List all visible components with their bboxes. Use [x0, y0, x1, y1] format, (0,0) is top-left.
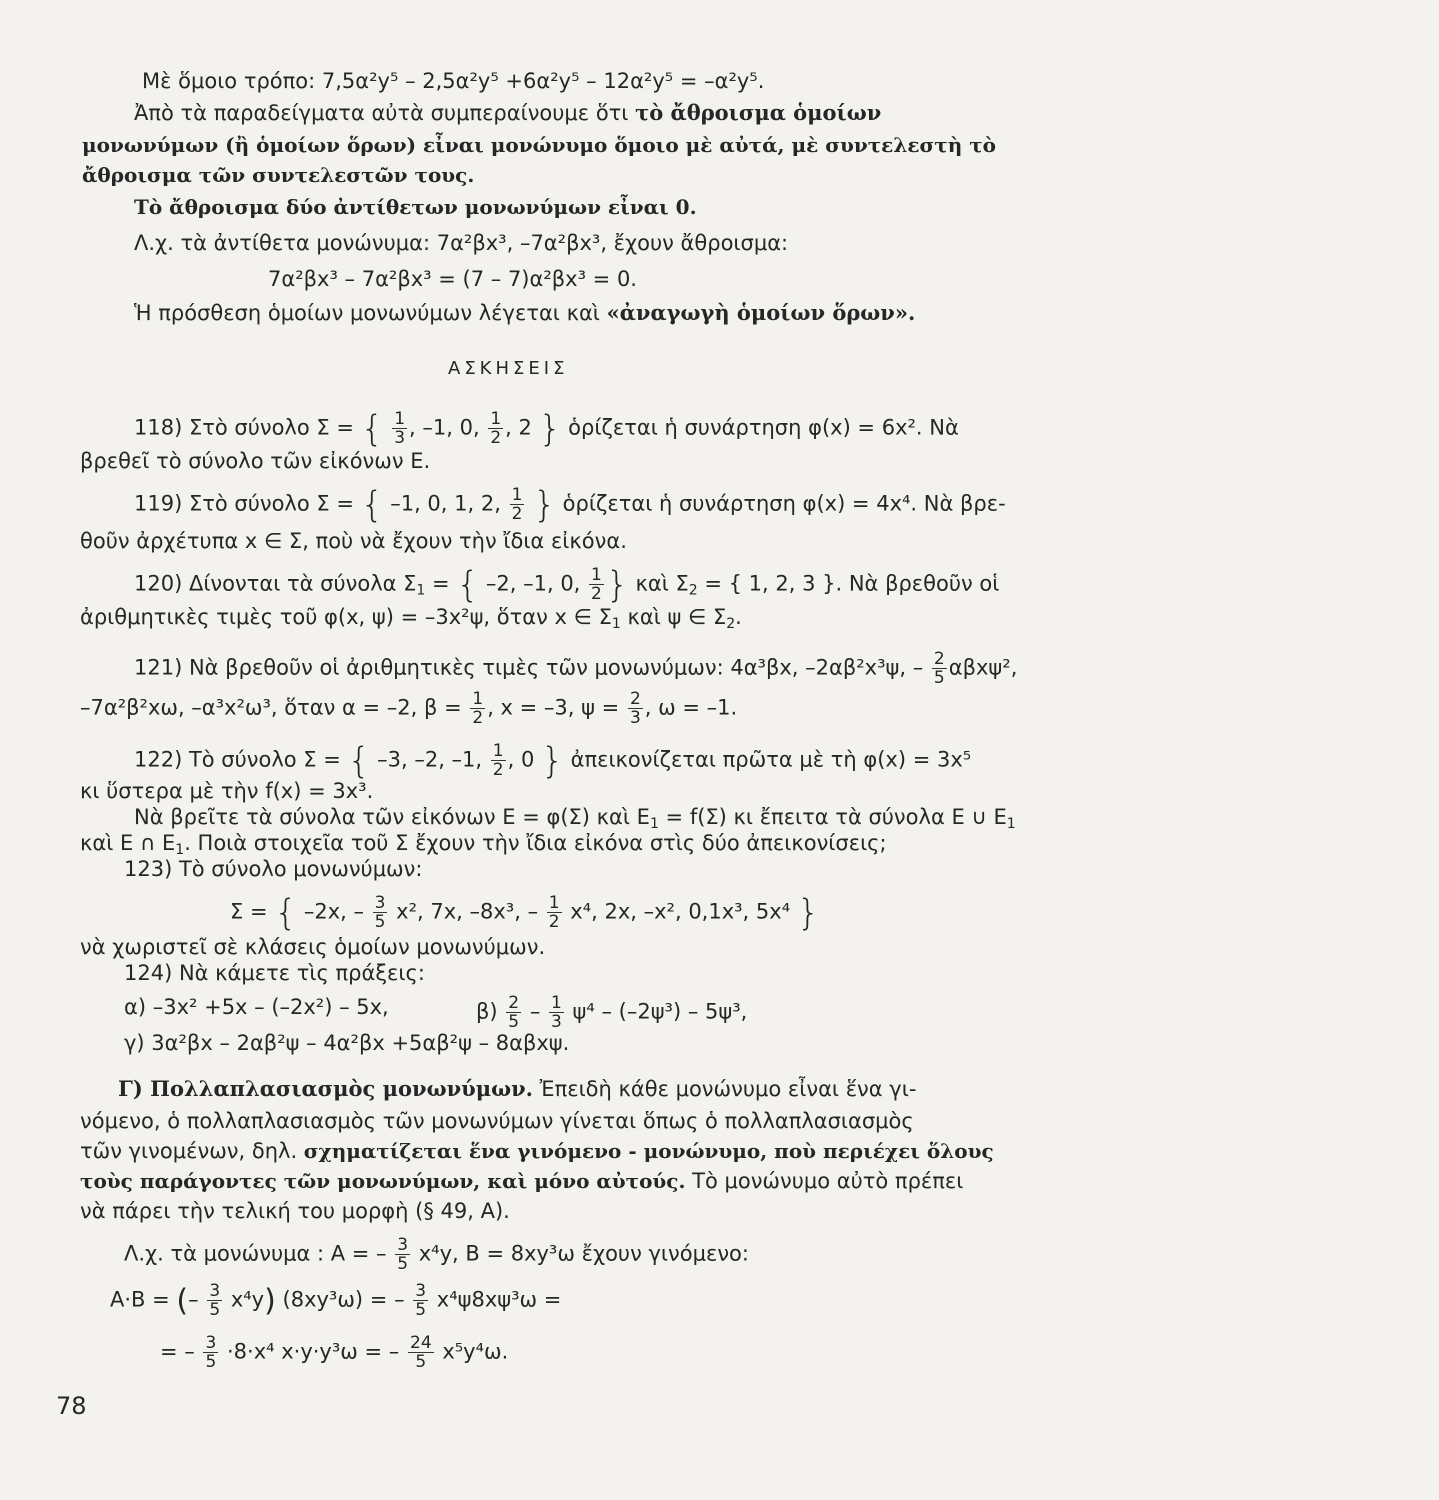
fraction: $\frac{2}{5}$	[508, 993, 520, 1032]
fraction: $\frac{1}{3}$	[551, 993, 562, 1032]
section-g-line-5: νὰ πάρει τὴν τελική του μορφὴ (§ 49, Α).	[80, 1199, 510, 1223]
fraction: $\frac{1}{2}$	[472, 689, 484, 728]
fraction: $\frac{3}{5}$	[397, 1235, 409, 1274]
exercise-121: 121) Νὰ βρεθοῦν οἱ ἀριθμητικὲς τιμὲς τῶν μονωνύμων: 4α³βx, –2αβ²x³ψ, – $\frac{2}{5}$ αβxψ²,	[134, 649, 1018, 688]
text-line-7: 7α²βx³ – 7α²βx³ = (7 – 7)α²βx³ = 0.	[268, 267, 637, 291]
text-line-6: Λ.χ. τὰ ἀντίθετα μονώνυμα: 7α²βx³, –7α²βx³, ἔχουν ἄθροισμα:	[134, 231, 789, 255]
exercise-119: 119) Στὸ σύνολο Σ = { –1, 0, 1, 2, $\frac{1}{2}$ } ὁρίζεται ἡ συνάρτηση φ(x) = 4x⁴. Νὰ βρε-	[134, 484, 1006, 526]
fraction: $\frac{1}{2}$	[511, 485, 523, 524]
text-line-3: μονωνύμων (ἢ ὁμοίων ὅρων) εἶναι μονώνυμο ὅμοιο μὲ αὐτά, μὲ συντελεστὴ τὸ	[82, 133, 997, 157]
section-g-line-2: νόμενο, ὁ πολλαπλασιασμὸς τῶν μονωνύμων γίνεται ὅπως ὁ πολλαπλασιασμὸς	[80, 1109, 914, 1133]
fraction: $\frac{1}{2}$	[591, 565, 602, 604]
exercise-121-cont: –7α²β²xω, –α³x²ω³, ὅταν α = –2, β = $\frac{1}{2}$ , x = –3, ψ = $\frac{2}{3}$ , ω = –1.	[80, 689, 738, 728]
exercise-122-cont-2: Νὰ βρεῖτε τὰ σύνολα τῶν εἰκόνων Ε = φ(Σ) καὶ $E_1 = f(\Sigma)$ κι ἔπειτα τὰ σύνολα Ε ∪ $E_1$	[134, 805, 1016, 832]
exercise-120-cont: ἀριθμητικὲς τιμὲς τοῦ φ(x, ψ) = –3x²ψ, ὅταν x ∈ $\Sigma_1$ καὶ ψ ∈ $\Sigma_2$.	[80, 605, 742, 632]
fraction: $\frac{3}{5}$	[415, 1281, 427, 1320]
text-line-4: ἄθροισμα τῶν συντελεστῶν τους.	[82, 163, 475, 187]
fraction: $\frac{2}{3}$	[629, 689, 641, 728]
exercise-123-set: Σ = { –2x, – $\frac{3}{5}$ x², 7x, –8x³, – $\frac{1}{2}$ x⁴, 2x, –x², 0,1x³, 5x⁴ }	[230, 892, 820, 934]
exercise-122: 122) Τὸ σύνολο Σ = { –3, –2, –1, $\frac{1}{2}$ , 0 } ἀπεικονίζεται πρῶτα μὲ τὴ φ(x) = 3x⁵	[134, 740, 972, 782]
exercise-123: 123) Τὸ σύνολο μονωνύμων:	[124, 857, 423, 881]
fraction: $\frac{1}{2}$	[548, 893, 560, 932]
text-line-2: Ἀπὸ τὰ παραδείγματα αὐτὰ συμπεραίνουμε ὅτι τὸ ἄθροισμα ὁμοίων	[134, 100, 882, 125]
exercise-123-cont: νὰ χωριστεῖ σὲ κλάσεις ὁμοίων μονωνύμων.	[80, 935, 546, 959]
page-number: 78	[56, 1392, 87, 1420]
text-line-5: Τὸ ἄθροισμα δύο ἀντίθετων μονωνύμων εἶναι 0.	[134, 195, 697, 219]
exercise-124-a: α) –3x² +5x – (–2x²) – 5x,	[124, 995, 389, 1019]
exercise-119-cont: θοῦν ἀρχέτυπα x ∈ Σ, ποὺ νὰ ἔχουν τὴν ἴδια εἰκόνα.	[80, 529, 627, 553]
fraction: $\frac{1}{2}$	[492, 741, 504, 780]
exercise-118: 118) Στὸ σύνολο Σ = { $\frac{1}{3}$ , –1, 0, $\frac{1}{2}$ , 2 } ὁρίζεται ἡ συνάρτηση φ(x) = 6x². Νὰ	[134, 408, 959, 450]
text-line-8: Ἡ πρόσθεση ὁμοίων μονωνύμων λέγεται καὶ «ἀναγωγὴ ὁμοίων ὅρων».	[134, 300, 916, 325]
exercise-122-cont-1: κι ὕστερα μὲ τὴν f(x) = 3x³.	[80, 779, 374, 803]
example-line-2: A·B = (– $\frac{3}{5}$ x⁴y) (8xy³ω) = – $\frac{3}{5}$ x⁴ψ8xψ³ω =	[110, 1281, 562, 1320]
example-line-1: Λ.χ. τὰ μονώνυμα : Α = – $\frac{3}{5}$ x⁴y, B = 8xy³ω ἔχουν γινόμενο:	[124, 1235, 749, 1274]
fraction: $\frac{24}{5}$	[410, 1333, 432, 1372]
exercise-120: 120) Δίνονται τὰ σύνολα $\Sigma_1$ = { –2, –1, 0, $\frac{1}{2}$ } καὶ $\Sigma_2$ = { 1, 2, 3 }. Νὰ βρεθοῦν οἱ	[134, 564, 1000, 606]
section-g-line-3: τῶν γινομένων, δηλ. σχηματίζεται ἕνα γινόμενο - μονώνυμο, ποὺ περιέχει ὅλους	[80, 1139, 994, 1163]
example-line-3: = – $\frac{3}{5}$ ·8·x⁴ x·y·y³ω = – $\frac{24}{5}$ x⁵y⁴ω.	[160, 1333, 509, 1372]
exercise-124: 124) Νὰ κάμετε τὶς πράξεις:	[124, 961, 425, 985]
exercise-118-cont: βρεθεῖ τὸ σύνολο τῶν εἰκόνων Ε.	[80, 449, 431, 473]
fraction: $\frac{3}{5}$	[374, 893, 386, 932]
fraction: $\frac{1}{3}$	[394, 409, 406, 448]
text-line-1: Μὲ ὅμοιο τρόπο: 7,5α²y⁵ – 2,5α²y⁵ +6α²y⁵ – 12α²y⁵ = –α²y⁵.	[142, 69, 765, 93]
fraction: $\frac{3}{5}$	[205, 1333, 217, 1372]
exercise-122-cont-3: καὶ Ε ∩ $E_1$. Ποιὰ στοιχεῖα τοῦ Σ ἔχουν τὴν ἴδια εἰκόνα στὶς δύο ἀπεικονίσεις;	[80, 831, 887, 858]
section-g-line-4: τοὺς παράγοντες τῶν μονωνύμων, καὶ μόνο αὐτούς. Τὸ μονώνυμο αὐτὸ πρέπει	[80, 1169, 964, 1193]
exercise-124-b: β) $\frac{2}{5}$ – $\frac{1}{3}$ ψ⁴ – (–2ψ³) – 5ψ³,	[476, 993, 748, 1032]
fraction: $\frac{3}{5}$	[209, 1281, 221, 1320]
exercises-heading: ΑΣΚΗΣΕΙΣ	[448, 358, 569, 379]
fraction: $\frac{1}{2}$	[490, 409, 502, 448]
section-g-line-1: Γ) Πολλαπλασιασμὸς μονωνύμων. Ἐπειδὴ κάθε μονώνυμο εἶναι ἕνα γι-	[118, 1076, 917, 1101]
fraction: $\frac{2}{5}$	[933, 649, 945, 688]
exercise-124-c: γ) 3α²βx – 2αβ²ψ – 4α²βx +5αβ²ψ – 8αβxψ.	[124, 1031, 570, 1055]
